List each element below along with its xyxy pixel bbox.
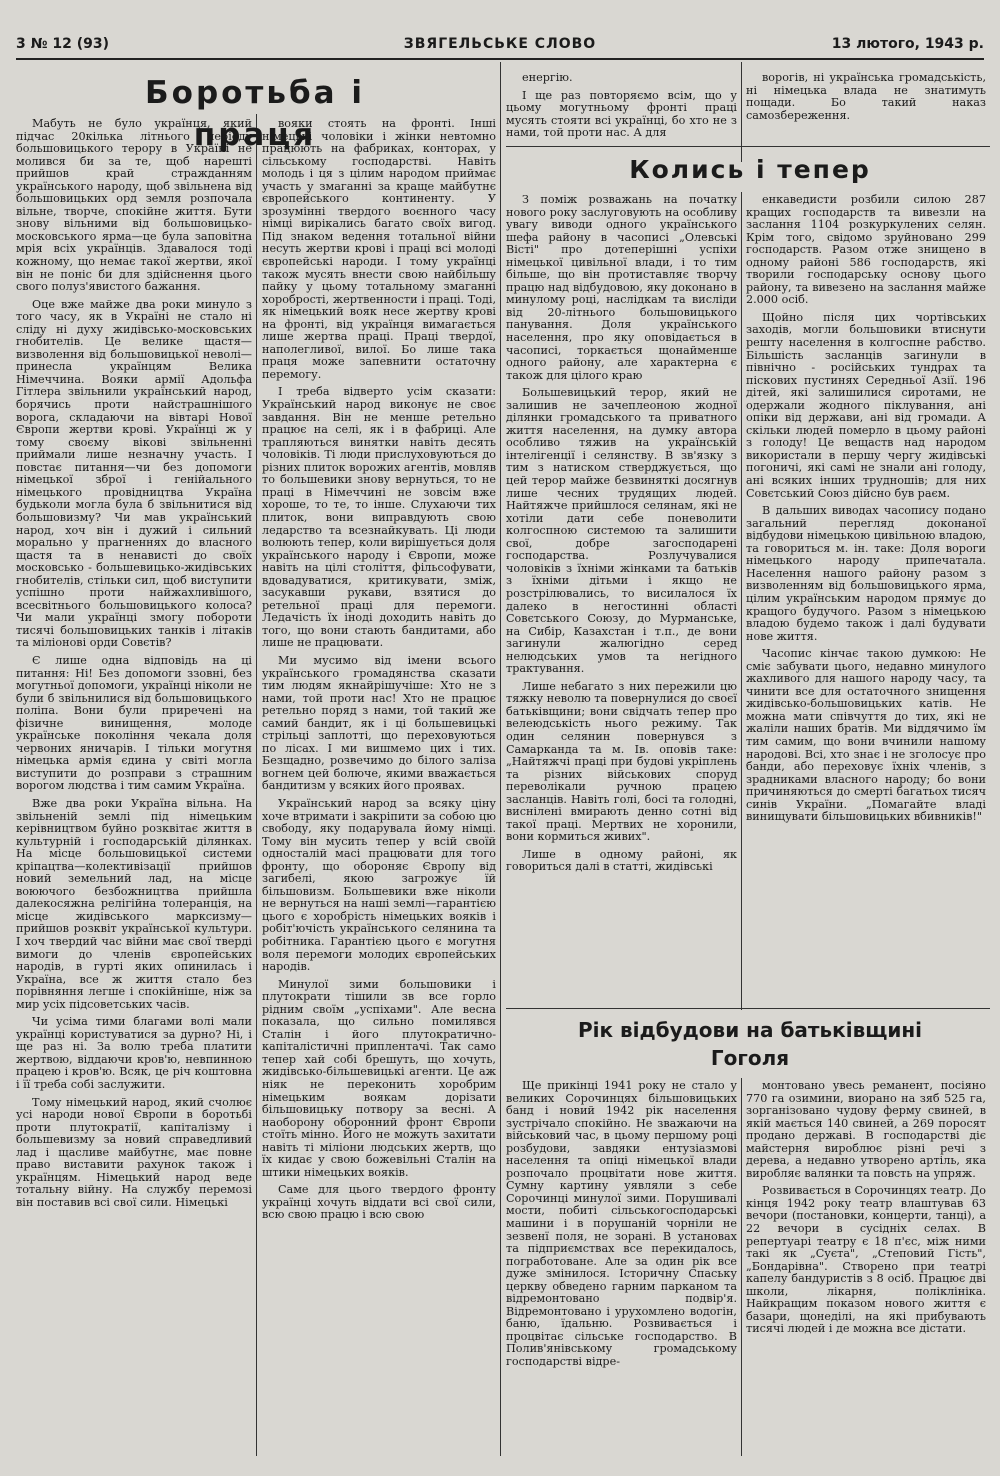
article1-column1 bbox=[16, 118, 252, 1458]
headline-line: Гоголя bbox=[710, 1046, 790, 1070]
headline-line: Рік відбудови на батьківщині bbox=[577, 1018, 923, 1042]
column-rule bbox=[741, 1078, 742, 1456]
headline-rik-vidbudovy bbox=[510, 1012, 990, 1076]
paragraph: Лише небагато з них пережили цю тяжку неволю та повернулися до своєї батьківщини; вони свідчать тепер про велеюдськість нього режиму. Так один селянин повернувся з Самарканда та м. Ів. оповів таке: „Найтяжчі праці при будові укріплень та різних військових споруд переволікали ручною працею засланців. Навіть голі, босі та голодні, виснілені вмирають денно сотні від такої праці. Мертвих не хоронили, вони кормиться живих". bbox=[506, 679, 737, 844]
paragraph: Тому німецький народ, який счолює усі народи нової Європи в боротьбі проти плутократії, капіталізму і большевизму за новий справедливий лад і щасливе майбутнє, має повне право виставити рахунок також і українцям. Німецький народ веде тотальну війну. На службу перемозі він поставив всі свої сили. Німецькі bbox=[16, 1095, 252, 1209]
paragraph: Ми мусимо від імени всього українського громадянства сказати тим людям якнайрішучіше: Хто не з нами, той проти нас! Хто не працює ретельно поряд з нами, той такий же самий бандит, як і ці большевицькі стрільці заплотті, що переховуються по лісах. І ми вишмемо цих і тих. Безщадно, розвечимо до білого заліза вогнем цей болюче, якими вважається бандитизм у всяких його проявах. bbox=[262, 653, 496, 793]
paragraph: Розвивається в Сорочинцях театр. До кінця 1942 року театр влаштував 63 вечори (постановки, концерти, танці), а 22 вечори в сусідніх селах. В репертуарі театру є 18 п'єс, між ними такі як „Суєта", „Степовий Гість", „Бондарівна". Створено при театрі капелу бандуристів з 8 осіб. Працює дві школи, лікарня, поліклініка. Найкращим показом нового життя є базари, щонеділі, на які прибувають тисячі людей і де можна все дістати. bbox=[746, 1184, 986, 1336]
paragraph: В дальших виводах часопису подано загальний перегляд доконаної відбудови німецькою цивільною владою, та говориться м. ін. таке: Доля вороги німецького народу припечатала. Населення нашого району разом з визволенням від большовицького ярма, цілим українським народом прямує до кращого будучого. Разом з німецькою владою будемо також і далі будувати нове життя. bbox=[746, 504, 986, 643]
section-divider bbox=[506, 146, 990, 147]
paragraph: Є лише одна відповідь на ці питання: Ні! Без допомоги ззовні, без могутньої допомоги, українці ніколи не були б звільнилися від большовицького поліпа. Вони були приречені на фізичне винищення, молоде українське покоління чекала доля червоних яничарів. І тільки могутня німецька армія єдина у світі могла виступити до розправи з страшним ворогом людства і тим самим Україна. bbox=[16, 653, 252, 793]
column-rule bbox=[500, 62, 501, 1456]
paragraph: Український народ за всяку ціну хоче втримати і закріпити за собою цю свободу, яку подарувала йому німці. Тому він мусить тепер у всій своїй односталій масі працювати для того фронту, що обороняє Європу від загибелі, якою загрожує їй більшовизм. Большевики вже ніколи не вернуться на наші землі—гарантією цього є хоробрість німецьких вояків і робіт'ючість українського селянина та робітника. Гарантією цього є могутня воля перемоги молодих європейських народів. bbox=[262, 796, 496, 974]
headline-borotba-i-pratsia: Боротьба і праця bbox=[145, 75, 365, 153]
column-rule bbox=[256, 114, 257, 1456]
paragraph: енкаведисти розбили силою 287 кращих господарств та вивезли на заслання 1104 розкуркулених селян. Крім того, свідомо зруйновано 299 господарств. Разом отже знищено в одному районі 586 господарств, які творили господарську основу цього району, та вивезено на заслання майже 2.000 осіб. bbox=[746, 193, 986, 307]
paragraph: І треба відверто усім сказати: Український народ виконує не своє завдання. Він не менше ретельно працює на селі, як і в фабриці. Але трапляються винятки навіть десять чоловіків. Ті люди прислуховуються до різних плиток ворожих агентів, мовляв то большевики знову вернуться, то не праці в Німеччині не зовсім вже хороше, то те, то інше. Слухаючи тих плиток, вони виправдують свою ледарство та всезнайкувать. Ці люди волюють тепер, коли вирішується доля українського народу і Європи, може навіть на цілі століття, фільсофувати, вдовадуватися, критикувати, зміж, засукавши рукави, взятися до ретельної праці для перемоги. Ледачість їх іноді доходить навіть до того, що вони стають бандитами, або лише не працювати. bbox=[262, 385, 496, 650]
paragraph: Вже два роки Україна вільна. На звільненій землі під німецьким керівництвом буйно розквітає життя в культурній і господарській ділянках. На місце большовицької системи кріпацтва—колективізації прийшов новий земельний лад, на місце воюючого безбожництва прийшла далекосяжна релігійна толеранція, на місце жидівського марксизму—прийшов розквіт української культури. І хоч твердий час війни має свої тверді вимоги до членів європейських народів, в гурті яких опинилась і Україна, все ж життя стало без порівняння легше і спокійніше, ніж за мир усіх підсоветських часів. bbox=[16, 796, 252, 1011]
issue-number: 3 № 12 (93) bbox=[16, 36, 109, 52]
paragraph: Лише в одному районі, як говориться далі в статті, жидівські bbox=[506, 847, 737, 874]
paragraph: Саме для цього твердого фронту українці хочуть віддати всі свої сили, всю свою працю і всю свою bbox=[262, 1183, 496, 1222]
masthead bbox=[16, 30, 984, 60]
paragraph: енергію. bbox=[522, 71, 573, 84]
column-rule bbox=[741, 192, 742, 1010]
article2-column-left bbox=[506, 194, 737, 1006]
paragraph: З поміж розважань на початку нового року заслуговують на особливу увагу виводи одного українського шефа району в часописі „Олевські Вісті" про дотеперішні успіхи німецької цивільної влади, і то тим більше, що він протиставляє творчу працю над відбудовою, яку доконано в минулому році, наслідкам та висліди від 20-літнього большовицького панування. Доля українського населення, про яку оповідається в часописі, торкається щонайменше одного району, але характерна є також для цілого краю bbox=[506, 193, 737, 382]
section-divider bbox=[506, 1008, 990, 1009]
issue-date: 13 лютого, 1943 р. bbox=[831, 36, 984, 52]
paragraph: Минулої зими большовики і плутократи тішили зв все горло рідним своїм „успіхами". Але весна показала, що сильно помилявся Сталін і його плутократично-капіталістичні приплентачі. Так само тепер хай собі брешуть, що хочуть, жидівсько-більшевицькі агенти. Це аж ніяк не переконить хоробрим німецьким воякам дорізати більшовицьку потвору за весні. А наоборону оборонний фронт Європи стоїть мінно. Його не можуть захитати навіть ті міліони людських жертв, що їх кидає у свою божевільні Сталін на штики німецьких вояків. bbox=[262, 977, 496, 1179]
paragraph: Чи усіма тими благами волі мали українці користуватися за дурно? Ні, і ще раз ні. За волю треба платити жертвою, віддаючи кров'ю, невпинною працею і кров'ю. Всяк, це річ коштовна і її треба собі заслужити. bbox=[16, 1015, 252, 1092]
headline-kolys-i-teper: Колись і тепер bbox=[629, 155, 871, 184]
paragraph: Большевицький терор, який не залишив не зачеплеоною жодної ділянки громадського та приватного життя населення, на думку автора особливо тяжив на українській інтелігенції і селянству. В зв'язку з тим з натиском стверджується, що цей терор майже безвиняткі досягнув лише чесних трудящих людей. Найтяжче прийшлося селянам, які не хотіли дати себе поневолити колгоспною системою та залишити свої, добре загосподарені господарства. Розлучувалися чоловіків з їхніми жінками та батьків з їхніми дітьми і якщо не розстрілювались, то висилалося їх далеко в негостинні області Совєтського Союзу, до Мурманське, на Сибір, Казахстан і т.п., де вони загинули жалюгідно серед нелюдських умов та негідного трактування. bbox=[506, 386, 737, 676]
paragraph: Часопис кінчає такою думкою: Не сміє забувати цього, недавно минулого жахливого для нашого народу часу, та чинити все для остаточного знищення жидівсько-большовицьких катів. Не можна мати співчуття до тих, які не жаліли наших братів. Ми віддячимо їм тим самим, що вони вчинили нашому народові. Всі, хто знає і не зголосує про банди, або переховує їхніх членів, з зрадниками власного народу; бо вони причиняються до смерті багатьох тисяч синів України. „Помагайте владі винищувати більшовицьких вбивників!" bbox=[746, 647, 986, 824]
paragraph: вояки стоять на фронті. Інші німецькі чоловіки і жінки невтомно працюють на фабриках, конторах, у сільському господарстві. Навіть молодь і ця з цілим народом приймає участь у змаганні за краще майбутнє європейського континенту. У зрозумінні твердого воєнного часу німці вирікались багато своїх вигод. Під знаком ведення тотальної війни несуть жертви крові і праці всі молоді європейські народи. І тому українці також мусять внести свою найбільшу пайку у цьому тотальному змаганні хоробрості, жертвенности і праці. Тоді, як німецький вояк несе жертву крові на фронті, від українця вимагається лише жертва праці. Праці твердої, наполегливої, вилої. Бо лише така праця може запевнити остаточну перемогу. bbox=[262, 117, 496, 381]
article1-column2 bbox=[262, 118, 496, 1458]
column-rule bbox=[741, 62, 742, 162]
paragraph: монтовано увесь реманент, посіяно 770 га озимини, виорано на зяб 525 га, зорганізовано чудову ферму свиней, в якій мається 140 свиней, а 269 поросят продано державі. В господарстві діє майстерня вироблює різні речі з дерева, а недавно утворено артіль, яка виробляє валянки та повсть на упряж. bbox=[746, 1079, 986, 1180]
article1-column4 bbox=[746, 72, 986, 146]
paragraph: ворогів, ні українська громадськість, ні німецька влада не знатимуть пощади. Бо такий наказ самозбереження. bbox=[746, 71, 986, 122]
article1-column3 bbox=[506, 72, 737, 146]
paragraph: І ще раз повторяємо всім, що у цьому могутньому фронті праці мусять стояти всі українці, бо хто не з нами, той проти нас. А для bbox=[506, 88, 737, 140]
article3-column-right bbox=[746, 1080, 986, 1456]
article2-column-right bbox=[746, 194, 986, 1006]
paragraph: Оце вже майже два роки минуло з того часу, як в Україні не стало ні сліду ні духу жидівсько-московських гнобителів. Це велике щастя—визволення від большовицької неволі—принесла українцям Велика Німеччина. Вояки армії Адольфа Гітлера звільнили український народ, борячись проти найстрашнішого ворога, складаючи на вівтарі Нової Європи жертви крові. Українці ж у тому своєму вікові звільненні приймали лише незначну участь. І повстає питання—чи без допомоги німецької зброї і генійального німецького провідництва Україна будьколи могла була б звільнитися від большовизму? Чи мав український народ, хоч він і дужий і сильний морально у прагненнях до власного щастя та в ненависті до своїх московсько - большевицько-жидівських гнобителів, стільки сил, щоб виступити успішно проти найжахливішого, всесвітнього большовицького колоса? Чи мали українці змогу побороти тисячі большовицьких танків і літаків та міліонові орди Совєтів? bbox=[16, 297, 252, 650]
paragraph: Мабуть не було українця, який підчас 20кілька літнього періоду большовицького терору в Україні не молився би за те, щоб нарешті прийшов край стражданням українського народу, щоб звільнена від большовицьких орд земля розпочала вільне, творче, спокійне життя. Бути знову вільними від большовицько-московського ярма—це була заповітна мрія всіх українців. Здавалося тоді кожному, що немає такої жертви, якої він не поніс би для здійснення цього свого полуз'явистого бажання. bbox=[16, 117, 252, 294]
paragraph: Щойно після цих чортівських заходів, могли большовики втиснути решту населення в колгоспне рабство. Більшість засланців загинули в північно - російських тундрах та піскових пустинях Середньої Азії. 196 дітей, які залишилися сиротами, не одержали жодного піклування, ані опіки від держави, ані від громади. А скільки людей померло в цьому районі з голоду! Це вещаств над народом використали в першу чергу жидівські погоничі, які самі не знали ані голоду, ані всяких інших трудношів; для них Совєтський Союз дійсно був раєм. bbox=[746, 310, 986, 500]
paragraph: Ще прикінці 1941 року не стало у великих Сорочинцях більшовицьких банд і новий 1942 рік населення зустрічало спокійно. Не зважаючи на військовий час, в цьому першому році розбудови, завдяки ентузіазмові населення та опіці німецької влади розпочало процвітати нове життя. Сумну картину уявляли з себе Сорочинці минулої зими. Порушивалі мости, побиті сільськогосподарські машини і в порушаній чорніли не зезвенї поля, не зорані. В установах та підприємствах все перекидалось, погработоване. Але за один рік все дуже змінилося. Історичну Спаську церкву обведено гарним парканом та відремонтовано подвір'я. Відремонтовано і урухомлено водогін, баню, їдальню. Розвивається і процвітає сільське господарство. В Полив'янівському громадському господарстві відре- bbox=[506, 1079, 737, 1369]
article3-column-left bbox=[506, 1080, 737, 1456]
newspaper-title: ЗВЯГЕЛЬСЬКЕ СЛОВО bbox=[403, 36, 597, 52]
